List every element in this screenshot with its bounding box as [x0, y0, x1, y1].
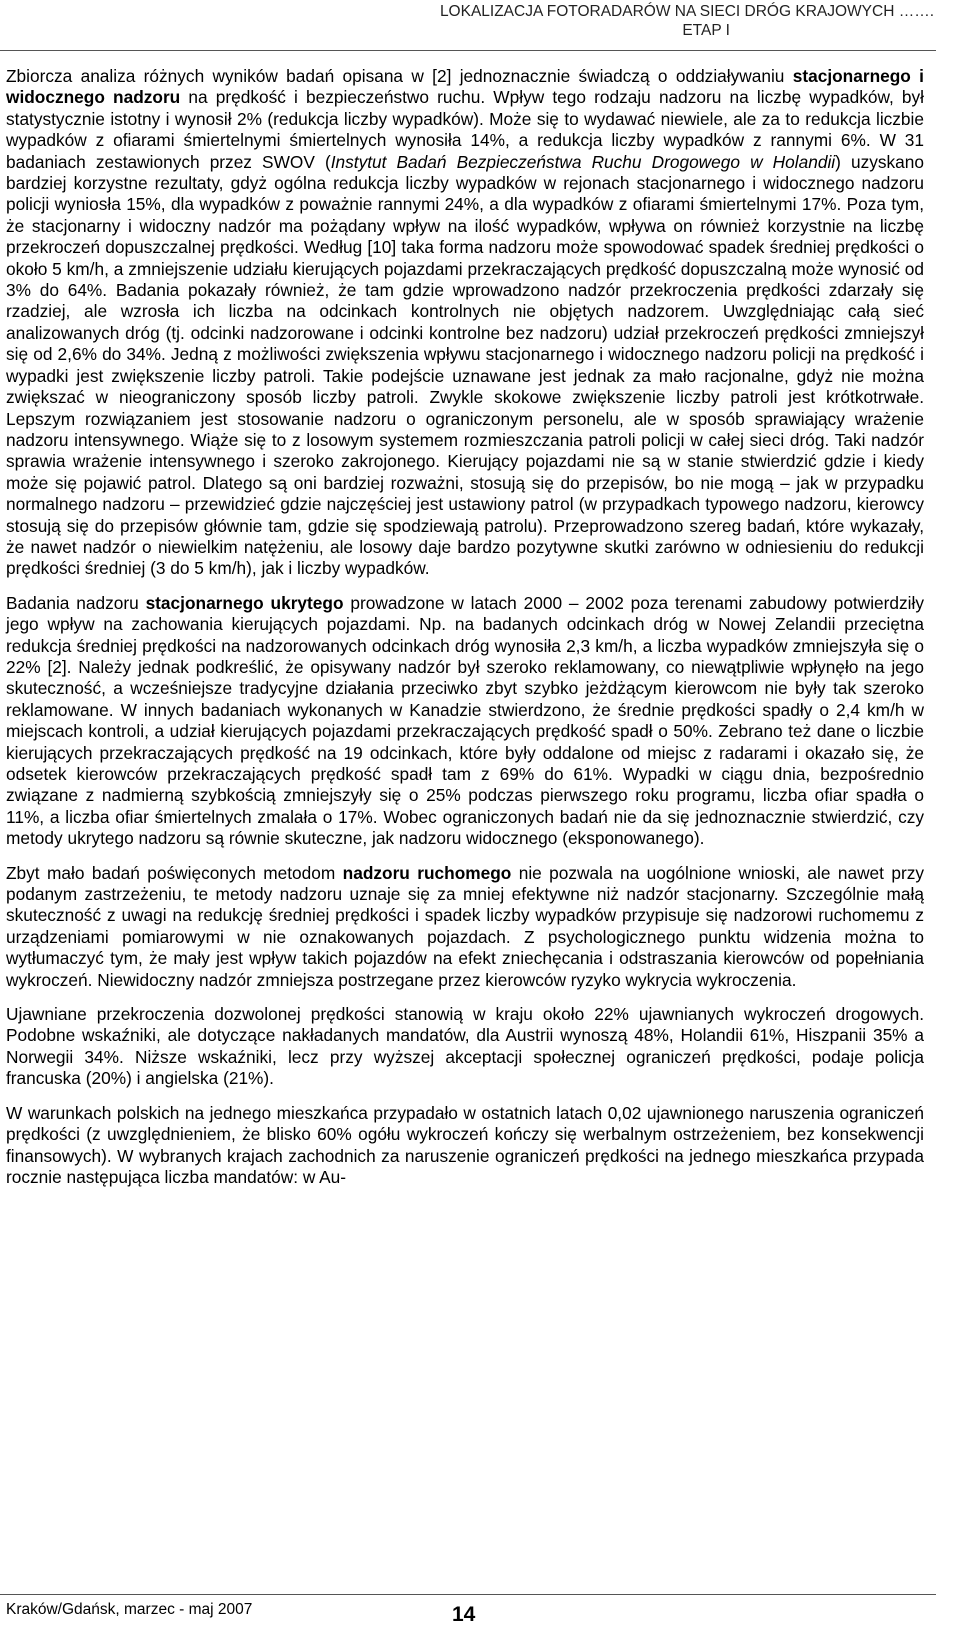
bold-term: stacjonarnego i widocznego nadzoru: [6, 66, 924, 108]
paragraph-3: [6, 863, 924, 991]
text-run: na prędkość i bezpieczeństwo ruchu. Wpływ tego rodzaju nadzoru na liczbę wypadków, był statystycznie istotny i wynosił 2% (redukcja liczby wypadków). Może się to wydawać niewiele, ale za to redukcja liczbie wypadków z ofiarami śmiertelnymi śmiertelnych wynosiła 14%, a redukcja liczby wypadków z rannymi 6%. W 31 badaniach zestawionych przez SWOV (: [6, 87, 925, 172]
text-run: ) uzyskano bardziej korzystne rezultaty, gdyż ogólna redukcja liczby wypadków w rejonach stacjonarnego i widocznego nadzoru policji wyniosła 15%, dla wypadków z poważnie rannymi 24%, a dla wypadków z ofiarami śmiertelnymi 17%. Poza tym, że stacjonarny i widoczny nadzór ma pożądany wpływ na ilość wypadków, wpływa on również korzystnie na liczbę przekroczeń dopuszczalnej prędkości. Według [10] taka forma nadzoru może spowodować spadek średniej prędkości o około 5 km/h, a zmniejszenie udziału kierujących pojazdami przekraczających prędkość dopuszczalną może wynosić od 3% do 64%. Badania pokazały również, że tam gdzie wprowadzono nadzór przekroczenia prędkości zdarzały się rzadziej, ale wzrosła ich liczba na odcinkach kontrolnych nie objętych nadzorem. Uwzględniając całą sieć analizowanych dróg (tj. odcinki nadzorowane i odcinki kontrolne bez nadzoru) udział przekroczeń prędkości zmniejszył się od 2,6% do 34%. Jedną z możliwości zwiększenia wpływu stacjonarnego i widocznego nadzoru policji na prędkość i wypadki jest zwiększenie liczby patroli. Takie podejście uznawane jest jednak za mało racjonalne, gdyż nie można zwiększać w nieograniczony sposób liczby patroli. Zwykle skokowe zwiększenie liczby patroli jest krótkotrwałe. Lepszym rozwiązaniem jest stosowanie nadzoru o ograniczonym personelu, ale w sposób sprawiający wrażenie nadzoru intensywnego. Wiąże się to z losowym systemem rozmieszczania patroli policji w całej sieci dróg. Taki nadzór sprawia wrażenie intensywnego i szeroko zakrojonego. Kierujący pojazdami nie są w stanie stwierdzić gdzie i kiedy może się pojawić patrol. Dlatego są oni bardziej rozważni, stosują się do przepisów, bo nie mogą – jak w przypadku normalnego nadzoru – przewidzieć gdzie najczęściej jest ustawiony patrol (w przypadkach typowego nadzoru, kierowcy stosują się do przepisów głównie tam, gdzie się spodziewają patrolu). Przeprowadzono szereg badań, które wykazały, że nawet nadzór o niewielkim natężeniu, ale losowy daje bardzo pozytywne skutki zarówno w odniesieniu do redukcji prędkości średniej (3 do 5 km/h), jak i liczby wypadków.: [6, 151, 924, 579]
text-run: Zbyt mało badań poświęconych metodom: [6, 862, 343, 883]
footer-divider: [0, 1594, 936, 1595]
footer-place-date: Kraków/Gdańsk, marzec - maj 2007: [6, 1601, 253, 1618]
paragraph-4: [6, 1004, 924, 1090]
text-run: Zbiorcza analiza różnych wyników badań opisana w [2] jednoznacznie świadczą o oddziaływaniu: [6, 66, 793, 86]
bold-term: nadzoru ruchomego: [342, 862, 512, 883]
header-title: LOKALIZACJA FOTORADARÓW NA SIECI DRÓG KRAJOWYCH …….: [439, 3, 934, 20]
text-run: Badania nadzoru: [6, 592, 146, 613]
bold-term: stacjonarnego ukrytego: [145, 592, 344, 613]
text-run: prowadzone w latach 2000 – 2002 poza terenami zabudowy potwierdziły jego wpływ na zachowania kierujących pojazdami. Np. na badanych odcinkach dróg w Nowej Zelandii przeciętna redukcja średniej prędkości na nadzorowanych odcinkach dróg wynosiła 2,3 km/h, a liczba wypadków zmniejszyła się o 22% [2]. Należy jednak podkreślić, że opisywany nadzór był szeroko reklamowany, co niewątpliwie wpłynęło na jego skuteczność, a wcześniejsze tradycyjne działania przeciwko zbyt szybko jeżdżącym kierowcom nie były tak szeroko reklamowane. W innych badaniach wykonanych w Kanadzie stwierdzono, że średnie prędkości spadły o 2,4 km/h w miejscach kontroli, a udział kierujących pojazdami przekraczających prędkość spadł o 50%. Zebrano też dane o liczbie kierujących przekraczających prędkość na 19 odcinkach, które były oddalone od miejsc z radarami i okazało się, że odsetek kierowców przekraczających prędkość spadł tam z 69% do 61%. Wypadki w ciągu dnia, bezpośrednio związane z nadmierną szybkością zmniejszyły się o 25% podczas pierwszego roku programu, liczba ofiar spadła o 11%, a liczba ofiar śmiertelnych zmalała o 17%. Wobec ograniczonych badań nie da się jednoznacznie stwierdzić, czy metody ukrytego nadzoru są równie skuteczne, jak nadzoru widocznego (eksponowanego).: [6, 592, 924, 849]
paragraph-1: [6, 66, 924, 580]
running-header: [0, 2, 960, 40]
text-run: Ujawniane przekroczenia dozwolonej prędkości stanowią w kraju około 22% ujawnianych wykroczeń drogowych. Podobne wskaźniki, ale dotyczące nakładanych mandatów, dla Austrii wynoszą 48%, Holandii 61%, Hiszpanii 35% a Norwegii 34%. Niższe wskaźniki, lecz przy wyższej akceptacji społecznej ograniczeń prędkości, podaje policja francuska (20%) i angielska (21%).: [6, 1004, 924, 1089]
italic-term: Instytut Badań Bezpieczeństwa Ruchu Drogowego w Holandii: [330, 151, 836, 172]
paragraph-2: [6, 593, 924, 850]
page-number: 14: [452, 1603, 476, 1626]
header-stage: ETAP I: [682, 22, 730, 39]
text-run: W warunkach polskich na jednego mieszkańca przypadało w ostatnich latach 0,02 ujawnionego naruszenia ograniczeń prędkości (z uwzględnieniem, że blisko 60% ogółu wykroczeń kończy się werbalnym ostrzeżeniem, bez konsekwencji finansowych). W wybranych krajach zachodnich za naruszenie ograniczeń prędkości na jednego mieszkańca przypada rocznie następująca liczba mandatów: w Au-: [6, 1102, 924, 1187]
document-body: [6, 66, 924, 1201]
paragraph-5: [6, 1103, 924, 1189]
header-divider: [0, 50, 936, 51]
text-run: nie pozwala na uogólnione wnioski, ale nawet przy podanym zastrzeżeniu, te metody nadzoru uznaje się za mniej efektywne niż nadzór stacjonarny. Szczególnie małą skuteczność z uwagi na redukcję średniej prędkości i spadek liczby wypadków przypisuje się nadzorowi ruchomemu z urządzeniami pomiarowymi w nie oznakowanych pojazdach. Z psychologicznego punktu widzenia można to wytłumaczyć tym, że mały jest wpływ takich pojazdów na efekt zniechęcania i odstraszania kierowców od popełniania wykroczeń. Niewidoczny nadzór zmniejsza postrzegane przez kierowców ryzyko wykrycia wykroczenia.: [6, 862, 924, 990]
